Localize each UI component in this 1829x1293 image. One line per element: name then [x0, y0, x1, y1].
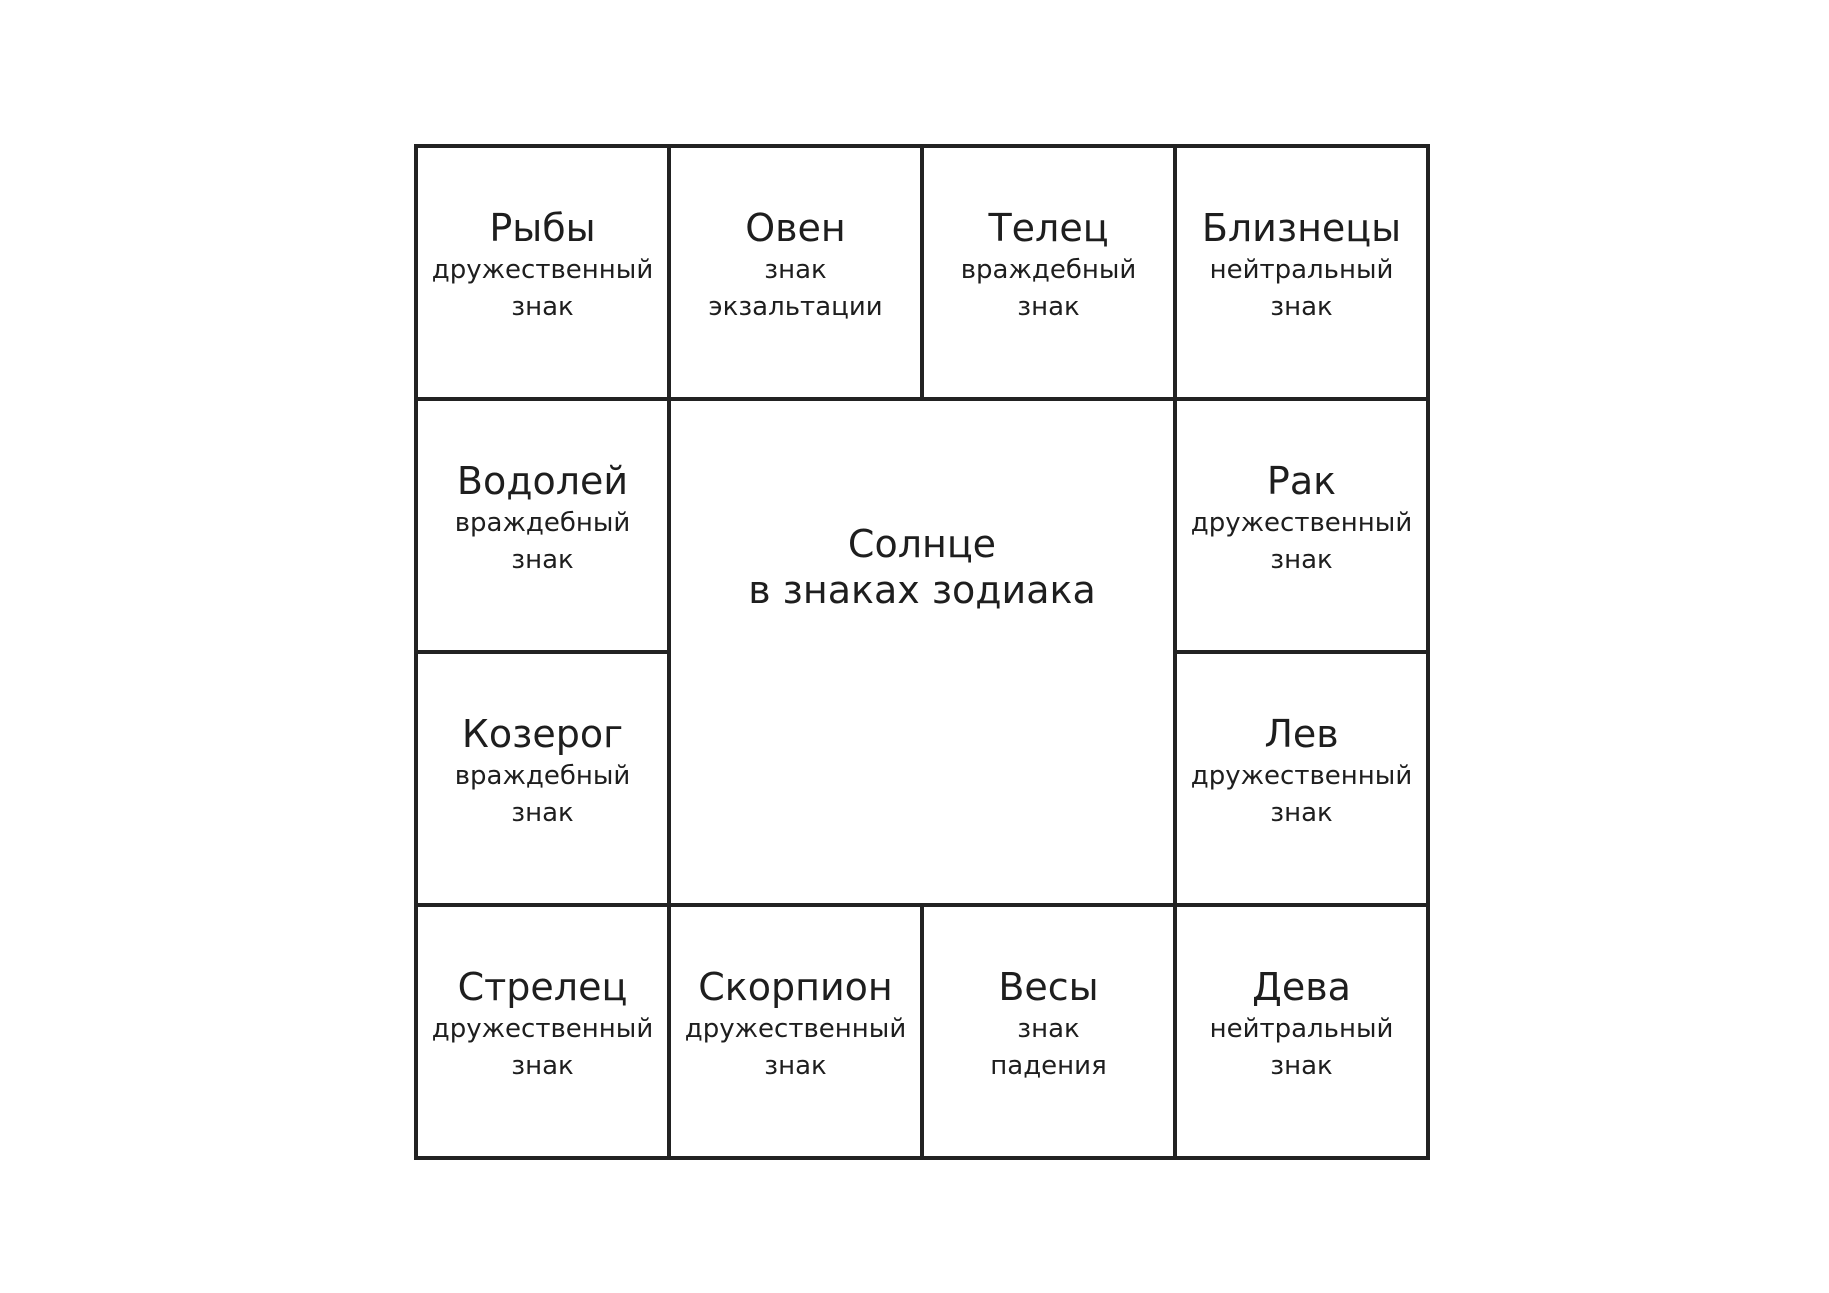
sign-name: Дева [1252, 965, 1351, 1009]
sign-cell-virgo [1175, 905, 1428, 1158]
sign-name: Стрелец [457, 965, 628, 1009]
sign-description-line1: враждебный [454, 508, 631, 538]
sign-cell-taurus [922, 146, 1175, 399]
sign-description-line2: знак [1017, 292, 1080, 322]
sign-cell-pisces [416, 146, 669, 399]
sign-cell-scorpio [669, 905, 922, 1158]
sign-description-line2: знак [1270, 545, 1333, 575]
sign-name: Весы [998, 965, 1099, 1009]
sign-cell-aries [669, 146, 922, 399]
sign-description-line1: дружественный [684, 1014, 907, 1044]
sign-description [432, 252, 653, 326]
sign-description-line2: знак [1270, 1051, 1333, 1081]
sign-name: Лев [1264, 712, 1339, 756]
sign-description [1210, 252, 1394, 326]
sign-description [685, 1011, 906, 1085]
sign-description [1191, 758, 1412, 832]
sign-description-line1: дружественный [431, 255, 654, 285]
sign-cell-gemini [1175, 146, 1428, 399]
sign-description-line2: знак [1270, 292, 1333, 322]
sign-description-line2: знак [511, 1051, 574, 1081]
sign-description-line1: враждебный [960, 255, 1137, 285]
sign-name: Овен [745, 206, 846, 250]
center-title-line1: Солнце [847, 522, 997, 566]
sign-cell-libra [922, 905, 1175, 1158]
sign-description [961, 252, 1137, 326]
sign-description [455, 505, 631, 579]
sign-description-line1: нейтральный [1209, 255, 1394, 285]
sign-description-line2: знак [511, 798, 574, 828]
sign-description-line2: знак [1270, 798, 1333, 828]
sign-name: Рыбы [489, 206, 596, 250]
sign-description-line1: нейтральный [1209, 1014, 1394, 1044]
sign-description-line1: дружественный [1190, 508, 1413, 538]
sign-cell-leo [1175, 652, 1428, 905]
chart-center [669, 399, 1175, 905]
sign-description [1210, 1011, 1394, 1085]
sign-description-line1: дружественный [431, 1014, 654, 1044]
sign-cell-capricorn [416, 652, 669, 905]
sign-name: Телец [988, 206, 1109, 250]
sign-description [990, 1011, 1106, 1085]
sign-name: Рак [1266, 459, 1337, 503]
sign-name: Скорпион [698, 965, 893, 1009]
sign-cell-cancer [1175, 399, 1428, 652]
sign-description [1191, 505, 1412, 579]
zodiac-chart [414, 144, 1430, 1160]
sign-name: Близнецы [1201, 206, 1402, 250]
sign-name: Водолей [456, 459, 629, 503]
sign-description-line2: знак [511, 292, 574, 322]
sign-description [432, 1011, 653, 1085]
sign-name: Козерог [461, 712, 624, 756]
sign-description [708, 252, 882, 326]
sign-description-line1: враждебный [454, 761, 631, 791]
sign-description-line2: экзальтации [708, 292, 883, 322]
sign-description-line1: знак [764, 255, 827, 285]
sign-description [455, 758, 631, 832]
sign-description-line2: падения [990, 1051, 1107, 1081]
center-title-line2: в знаках зодиака [748, 568, 1096, 612]
sign-cell-aquarius [416, 399, 669, 652]
sign-description-line2: знак [511, 545, 574, 575]
sign-description-line1: знак [1017, 1014, 1080, 1044]
sign-description-line1: дружественный [1190, 761, 1413, 791]
sign-description-line2: знак [764, 1051, 827, 1081]
sign-cell-sagittarius [416, 905, 669, 1158]
